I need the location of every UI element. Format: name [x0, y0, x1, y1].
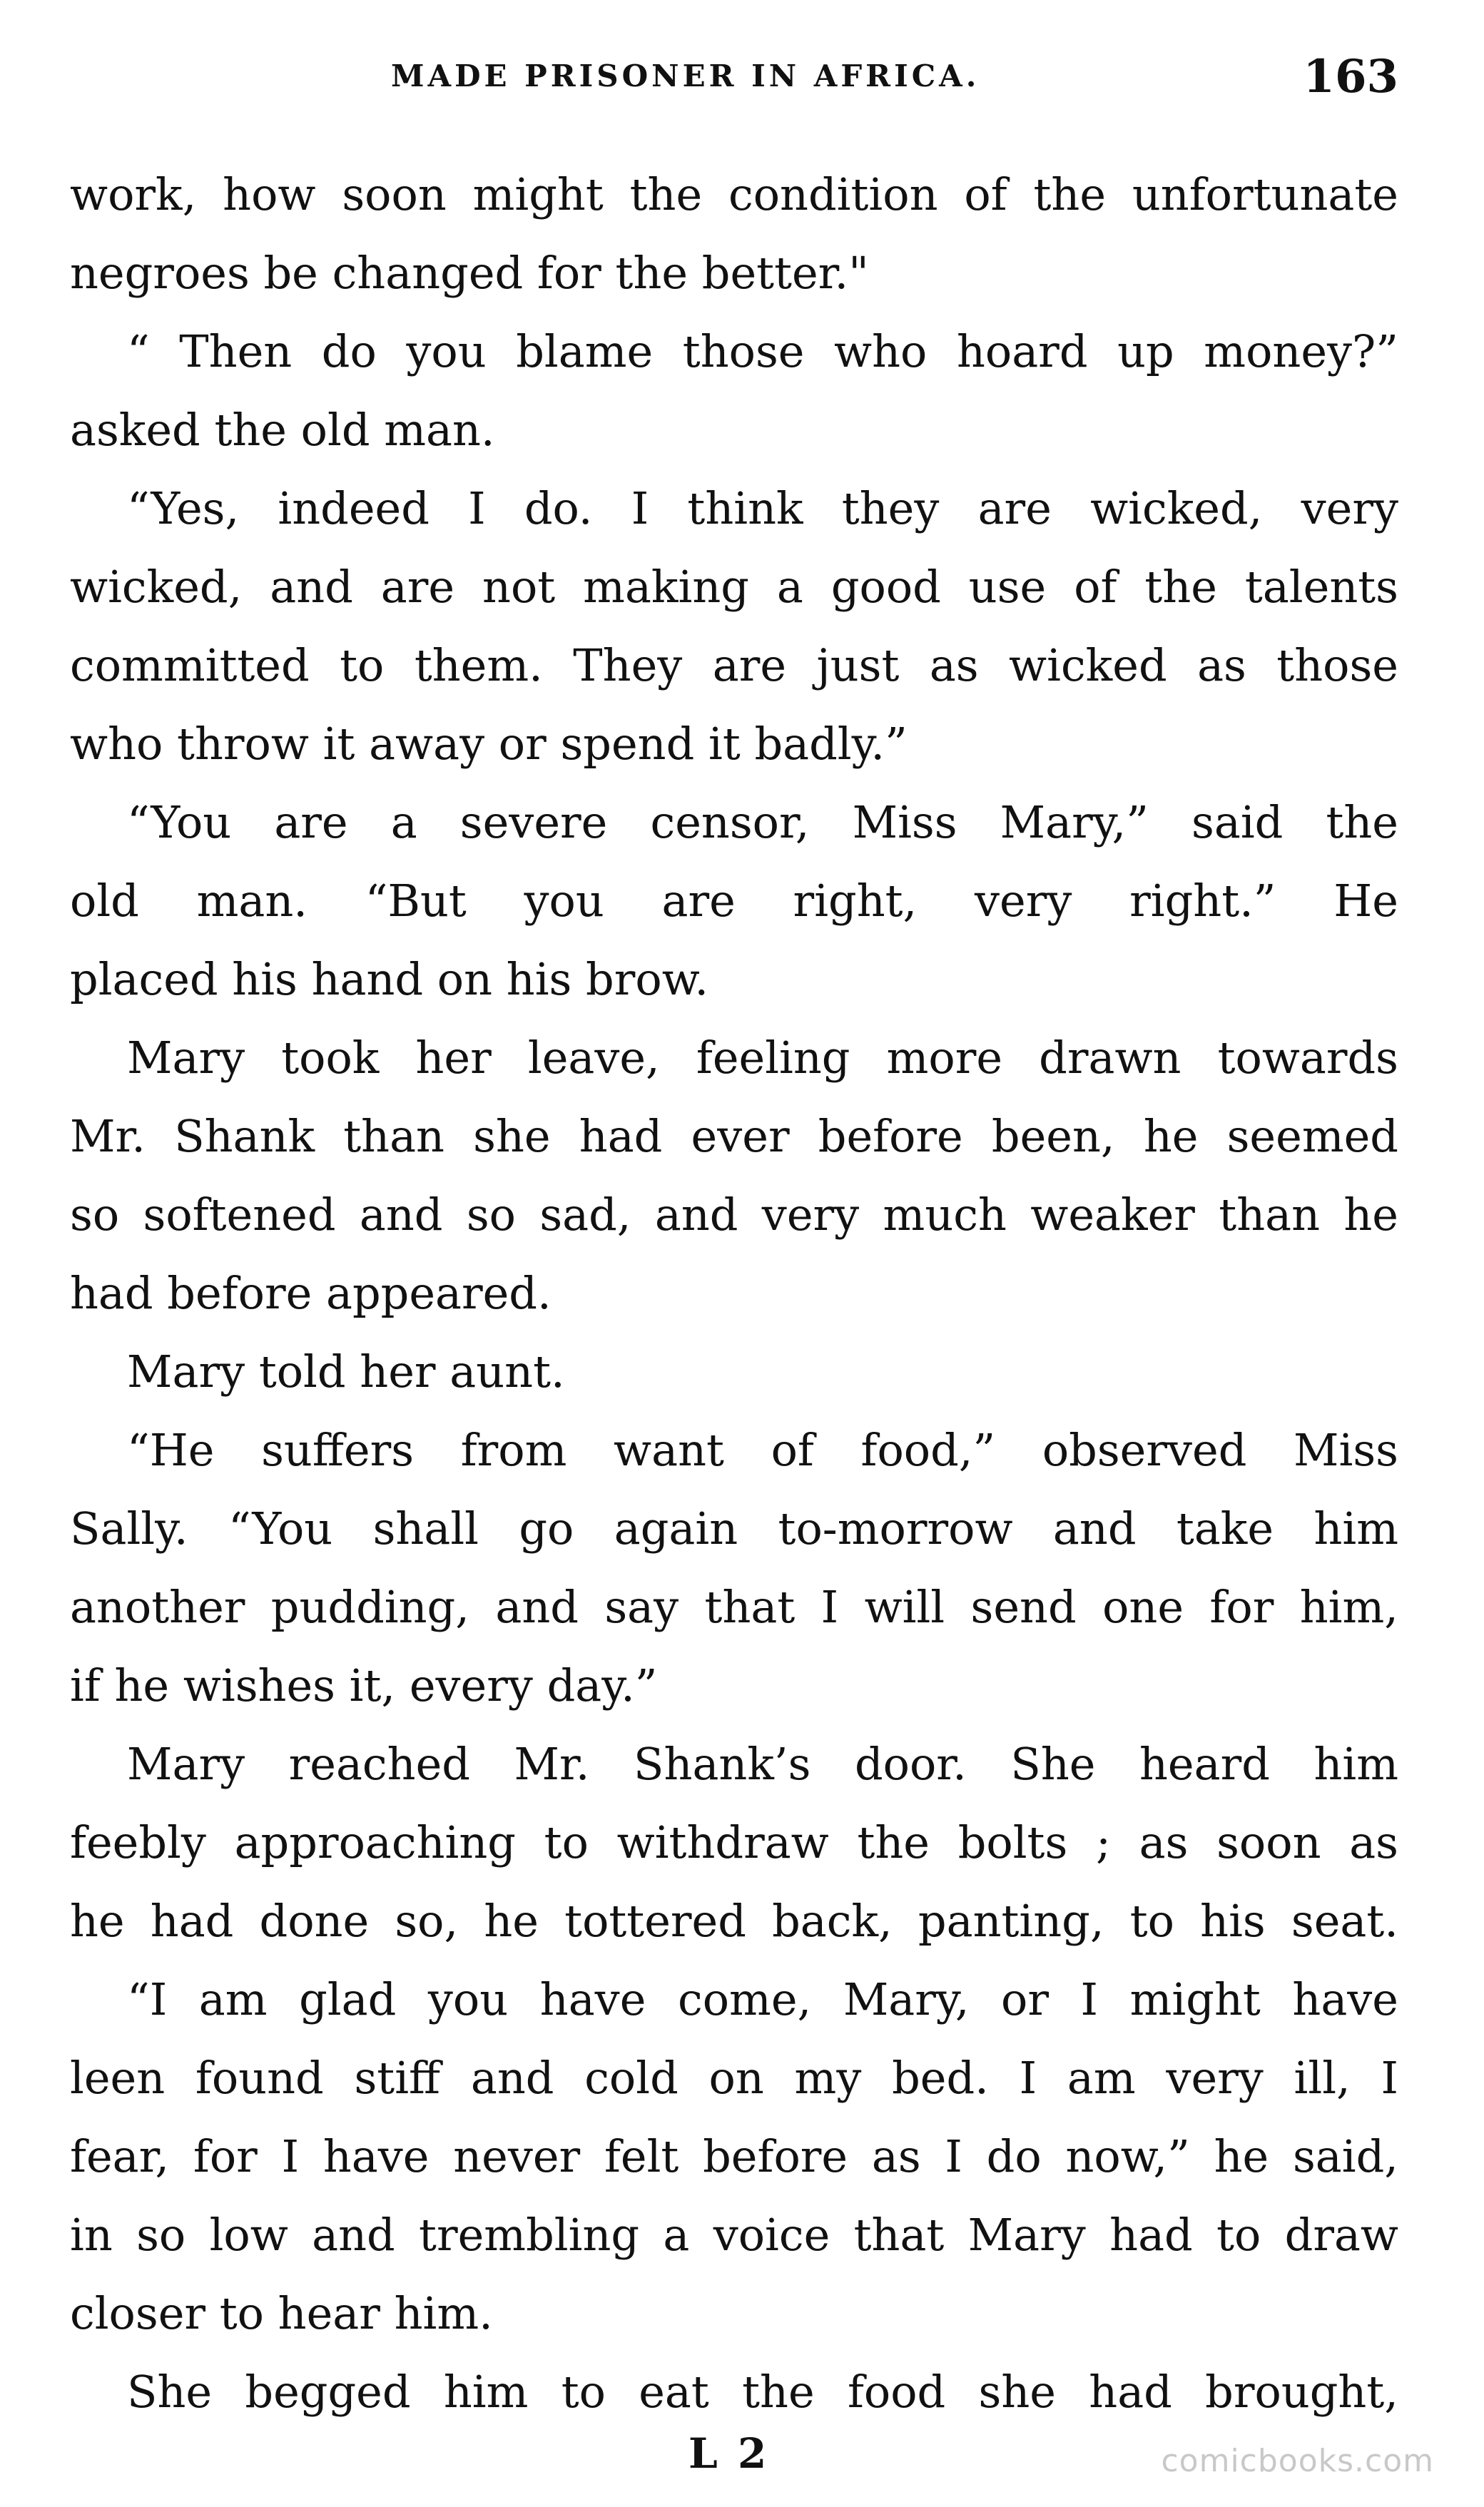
running-title: MADE PRISONER IN AFRICA. — [391, 59, 980, 93]
text-line: another pudding, and say that I will send one for him, — [70, 1581, 1398, 1633]
text-line: had before appeared. — [70, 1267, 552, 1319]
text-line: if he wishes it, every day.” — [70, 1659, 658, 1712]
text-line: committed to them. They are just as wicked as those — [70, 639, 1398, 691]
signature-mark: L 2 — [688, 2429, 770, 2478]
text-line: who throw it away or spend it badly.” — [70, 718, 908, 770]
text-line: Mary reached Mr. Shank’s door. She heard him — [127, 1738, 1398, 1790]
text-line: Sally. “You shall go again to-morrow and take him — [70, 1502, 1398, 1555]
text-line: “I am glad you have come, Mary, or I might have — [127, 1973, 1398, 2025]
text-line: he had done so, he tottered back, panting, to his seat. — [70, 1895, 1398, 1947]
text-line: feebly approaching to withdraw the bolts ; as soon as — [70, 1816, 1398, 1868]
text-line: so softened and so sad, and very much weaker than he — [70, 1189, 1398, 1241]
text-line: leen found stiff and cold on my bed. I am very ill, I — [70, 2052, 1398, 2104]
text-line: negroes be changed for the better." — [70, 247, 869, 299]
text-line: Mary took her leave, feeling more drawn towards — [127, 1032, 1398, 1084]
running-header — [70, 50, 1398, 114]
text-line: “He suffers from want of food,” observed Miss — [127, 1424, 1398, 1476]
text-line: “You are a severe censor, Miss Mary,” said the — [127, 796, 1398, 848]
body-text — [70, 156, 1398, 2431]
text-line: placed his hand on his brow. — [70, 953, 709, 1005]
text-line: “Yes, indeed I do. I think they are wicked, very — [127, 482, 1398, 534]
page-number: 163 — [1303, 50, 1398, 103]
text-line: in so low and trembling a voice that Mary had to draw — [70, 2209, 1398, 2261]
text-line: Mary told her aunt. — [127, 1346, 565, 1398]
text-line: fear, for I have never felt before as I do now,” he said, — [70, 2130, 1398, 2182]
text-line: “ Then do you blame those who hoard up money?” — [127, 325, 1398, 377]
text-line: wicked, and are not making a good use of the talents — [70, 561, 1398, 613]
watermark: comicbooks.com — [1161, 2443, 1434, 2479]
text-line: work, how soon might the condition of the unfortunate — [70, 168, 1398, 220]
text-line: old man. “But you are right, very right.” He — [70, 875, 1398, 927]
text-line: closer to hear him. — [70, 2287, 493, 2339]
text-line: She begged him to eat the food she had brought, — [127, 2366, 1398, 2418]
text-line: asked the old man. — [70, 404, 495, 456]
text-line: Mr. Shank than she had ever before been, he seemed — [70, 1110, 1398, 1162]
